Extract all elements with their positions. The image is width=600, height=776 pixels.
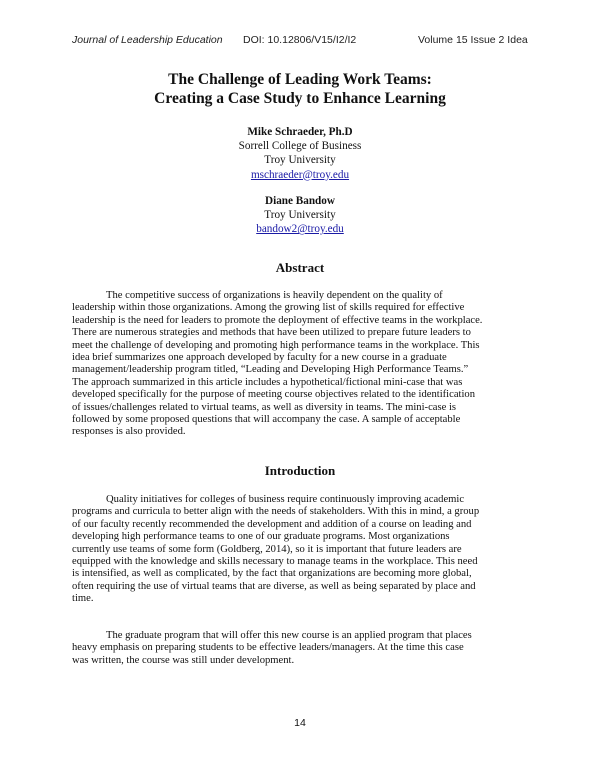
introduction-paragraph-2 — [72, 630, 534, 667]
text-line: of our faculty recently recommended the development and addition of a course on leading and — [72, 518, 472, 530]
text-line: developing high performance teams to one of our graduate programs. Most organizations — [72, 531, 450, 543]
text-line: leadership is the need for leaders to promote the deployment of effective teams in the workplace. — [72, 314, 483, 326]
text-line: idea brief summarizes one approach developed by faculty for a new course in a graduate — [72, 351, 447, 363]
text-line: There are numerous strategies and methods that have been utilized to prepare future leaders to — [72, 327, 471, 339]
running-header-doi: DOI: 10.12806/V15/I2/I2 — [243, 34, 357, 46]
text-line: is intensified, as well as complicated, by the fact that organizations are becoming more global, — [72, 568, 472, 580]
text-line: management/leadership program titled, “Leading and Developing High Performance Teams.” — [72, 364, 469, 376]
abstract-body — [72, 290, 534, 439]
text-line: followed by some proposed questions that will accompany the case. A sample of acceptable — [72, 413, 461, 425]
text-line: programs and curricula to better align with the needs of stakeholders. With this in mind, a group — [72, 506, 480, 518]
page-number: 14 — [294, 717, 306, 729]
text-line: equipped with the knowledge and skills necessary to manage teams in the workplace. This need — [72, 555, 478, 567]
abstract-heading: Abstract — [275, 260, 325, 275]
text-line: of issues/challenges related to virtual teams, as well as diversity in teams. The mini-case is — [72, 401, 457, 413]
author-name: Mike Schraeder, Ph.D — [247, 126, 353, 138]
title-line-1: The Challenge of Leading Work Teams: — [168, 71, 432, 88]
paper-title — [0, 70, 600, 108]
text-line: was written, the course was still under development. — [72, 654, 295, 666]
running-header-volume: Volume 15 Issue 2 Idea — [418, 34, 528, 46]
author-affiliation: Sorrell College of Business — [238, 140, 362, 153]
running-header-journal: Journal of Leadership Education — [72, 34, 223, 46]
introduction-heading: Introduction — [264, 463, 336, 478]
text-line: leadership within those organizations. Among the growing list of skills required for effective — [72, 302, 465, 314]
text-line: currently use teams of some form (Goldberg, 2014), so it is important that future leaders are — [72, 543, 462, 555]
text-line: Quality initiatives for colleges of business require continuously improving academic — [106, 494, 465, 505]
author-block — [0, 125, 600, 236]
text-line: heavy emphasis on preparing students to be effective leaders/managers. At the time this case — [72, 642, 464, 654]
text-line: often requiring the use of virtual teams that are diverse, as well as being separated by place and — [72, 580, 476, 592]
introduction-paragraph-1 — [72, 494, 534, 606]
author-affiliation: Troy University — [264, 209, 336, 222]
text-line: The approach summarized in this article includes a hypothetical/fictional mini-case that was — [72, 376, 463, 388]
author-email-link[interactable]: bandow2@troy.edu — [256, 223, 344, 236]
author-name: Diane Bandow — [265, 194, 335, 207]
text-line: responses is also provided. — [72, 426, 186, 438]
author-email-link[interactable]: mschraeder@troy.edu — [250, 168, 350, 181]
text-line: meet the challenge of developing and promoting high performance teams in the workplace. This — [72, 339, 480, 351]
text-line: time. — [72, 593, 94, 605]
text-line: The competitive success of organizations is heavily dependent on the quality of — [106, 290, 443, 301]
author-affiliation: Troy University — [264, 154, 336, 167]
text-line: The graduate program that will offer this new course is an applied program that places — [106, 630, 472, 641]
title-line-2: Creating a Case Study to Enhance Learning — [154, 90, 446, 107]
text-line: developed specifically for the purpose of meeting course objectives related to the identification — [72, 389, 476, 401]
